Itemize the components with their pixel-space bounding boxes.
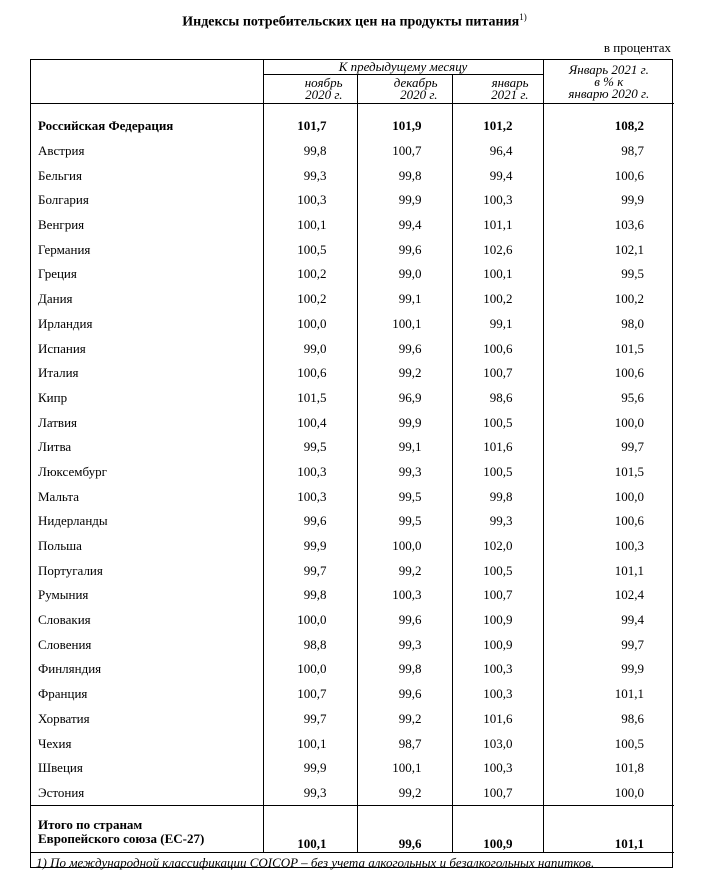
value-dec-2020: 99,3 [357, 632, 452, 657]
value-yoy: 100,2 [543, 287, 674, 312]
country-name: Швеция [38, 760, 83, 776]
value-yoy: 101,5 [543, 336, 674, 361]
value-jan-2021: 103,0 [452, 731, 543, 756]
value-dec-2020: 101,9 [357, 114, 452, 139]
country-name: Российская Федерация [38, 118, 174, 134]
value-nov-2020: 99,3 [263, 163, 357, 188]
table-row [31, 287, 674, 312]
value-nov-2020: 99,0 [263, 336, 357, 361]
value-jan-2021: 101,2 [452, 114, 543, 139]
value-jan-2021: 99,1 [452, 312, 543, 337]
value-nov-2020: 99,9 [263, 534, 357, 559]
header-country-blank [31, 60, 263, 104]
country-name: Польша [38, 538, 82, 554]
table-row [31, 460, 674, 485]
country-name: Финляндия [38, 661, 102, 677]
value-nov-2020: 99,9 [263, 756, 357, 781]
value-yoy: 99,5 [543, 262, 674, 287]
country-name: Франция [38, 686, 88, 702]
table-row [31, 756, 674, 781]
value-yoy: 100,6 [543, 163, 674, 188]
value-yoy: 95,6 [543, 386, 674, 411]
table-row [31, 632, 674, 657]
table-row [31, 534, 674, 559]
title-text: Индексы потребительских цен на продукты питания [182, 14, 520, 30]
table-row [31, 213, 674, 238]
value-nov-2020: 100,1 [263, 731, 357, 756]
value-dec-2020: 99,6 [357, 237, 452, 262]
country-name: Нидерланды [38, 513, 108, 529]
value-jan-2021: 102,0 [452, 534, 543, 559]
value-jan-2021: 100,7 [452, 361, 543, 386]
price-index-table-frame [30, 59, 673, 868]
value-nov-2020: 99,3 [263, 781, 357, 806]
value-yoy: 99,4 [543, 608, 674, 633]
header-col4-line3: январю 2020 г. [568, 85, 650, 101]
value-dec-2020: 100,0 [357, 534, 452, 559]
value-jan-2021: 100,5 [452, 460, 543, 485]
header-col1-line1: ноябрь [304, 75, 343, 90]
value-jan-2021: 100,3 [452, 756, 543, 781]
header-nov-2020 [263, 75, 357, 104]
country-name: Дания [38, 291, 73, 307]
value-yoy: 100,0 [543, 410, 674, 435]
value-jan-2021: 96,4 [452, 139, 543, 164]
value-nov-2020: 99,5 [263, 435, 357, 460]
total-eu-jan: 100,9 [452, 806, 543, 853]
value-jan-2021: 101,1 [452, 213, 543, 238]
value-jan-2021: 100,5 [452, 410, 543, 435]
value-nov-2020: 100,3 [263, 188, 357, 213]
country-name: Латвия [38, 414, 78, 430]
country-name: Румыния [38, 587, 89, 603]
total-eu-name-line2: Европейского союза (ЕС-27) [38, 831, 205, 847]
country-name: Эстония [38, 784, 85, 800]
value-nov-2020: 99,6 [263, 509, 357, 534]
country-name: Хорватия [38, 710, 90, 726]
value-dec-2020: 99,6 [357, 336, 452, 361]
value-nov-2020: 99,8 [263, 583, 357, 608]
value-dec-2020: 99,9 [357, 188, 452, 213]
header-col4-line2: в % к [594, 73, 624, 89]
value-yoy: 100,5 [543, 731, 674, 756]
value-dec-2020: 99,1 [357, 287, 452, 312]
value-yoy: 101,5 [543, 460, 674, 485]
country-name: Венгрия [38, 217, 85, 233]
value-dec-2020: 99,0 [357, 262, 452, 287]
value-jan-2021: 99,4 [452, 163, 543, 188]
table-body [31, 104, 674, 806]
value-yoy: 103,6 [543, 213, 674, 238]
country-name: Бельгия [38, 167, 82, 183]
country-name: Люксембург [38, 463, 107, 479]
table-row [31, 188, 674, 213]
value-dec-2020: 100,3 [357, 583, 452, 608]
value-dec-2020: 99,2 [357, 361, 452, 386]
value-nov-2020: 100,0 [263, 312, 357, 337]
table-row [31, 682, 674, 707]
country-name: Словения [38, 636, 92, 652]
value-nov-2020: 100,7 [263, 682, 357, 707]
table-row [31, 583, 674, 608]
value-yoy: 101,1 [543, 682, 674, 707]
table-row [31, 608, 674, 633]
value-dec-2020: 99,4 [357, 213, 452, 238]
value-nov-2020: 101,7 [263, 114, 357, 139]
country-name: Болгария [38, 192, 89, 208]
value-jan-2021: 101,6 [452, 435, 543, 460]
country-name: Греция [38, 266, 77, 282]
value-yoy: 98,0 [543, 312, 674, 337]
table-row [31, 361, 674, 386]
country-name: Литва [38, 439, 72, 455]
value-dec-2020: 99,8 [357, 657, 452, 682]
value-jan-2021: 100,7 [452, 781, 543, 806]
table-row [31, 114, 674, 139]
header-separator-row [31, 104, 674, 115]
value-nov-2020: 100,3 [263, 484, 357, 509]
value-yoy: 99,7 [543, 435, 674, 460]
value-dec-2020: 99,2 [357, 707, 452, 732]
value-dec-2020: 96,9 [357, 386, 452, 411]
value-dec-2020: 99,6 [357, 608, 452, 633]
country-name: Италия [38, 365, 79, 381]
value-dec-2020: 99,2 [357, 558, 452, 583]
value-yoy: 108,2 [543, 114, 674, 139]
value-yoy: 99,9 [543, 188, 674, 213]
value-yoy: 98,7 [543, 139, 674, 164]
total-eu-name [31, 806, 263, 853]
footnote: 1) По международной классификации COICOP – без учета алкогольных и безалкогольных напитков. [31, 853, 674, 873]
value-nov-2020: 100,4 [263, 410, 357, 435]
table-row [31, 336, 674, 361]
value-jan-2021: 99,3 [452, 509, 543, 534]
header-dec-2020 [357, 75, 452, 104]
header-jan-2021 [452, 75, 543, 104]
total-eu-name-line1: Итого по странам [38, 817, 143, 833]
header-col2-line2: 2020 г. [400, 87, 438, 102]
footnote-row [31, 853, 674, 873]
table-title [0, 12, 709, 31]
value-nov-2020: 100,2 [263, 287, 357, 312]
value-dec-2020: 99,8 [357, 163, 452, 188]
country-name: Мальта [38, 488, 79, 504]
value-dec-2020: 100,1 [357, 312, 452, 337]
value-yoy: 102,1 [543, 237, 674, 262]
value-nov-2020: 100,6 [263, 361, 357, 386]
value-nov-2020: 100,2 [263, 262, 357, 287]
value-dec-2020: 100,1 [357, 756, 452, 781]
table-row [31, 435, 674, 460]
value-yoy: 98,6 [543, 707, 674, 732]
country-name: Словакия [38, 612, 91, 628]
value-jan-2021: 101,6 [452, 707, 543, 732]
table-row [31, 484, 674, 509]
total-eu-dec: 99,6 [357, 806, 452, 853]
value-jan-2021: 100,5 [452, 558, 543, 583]
total-eu-row [31, 806, 674, 853]
value-yoy: 100,6 [543, 361, 674, 386]
value-dec-2020: 99,9 [357, 410, 452, 435]
value-nov-2020: 100,0 [263, 657, 357, 682]
value-dec-2020: 99,2 [357, 781, 452, 806]
value-yoy: 100,0 [543, 484, 674, 509]
table-row [31, 410, 674, 435]
value-nov-2020: 100,3 [263, 460, 357, 485]
value-jan-2021: 100,7 [452, 583, 543, 608]
table-row [31, 312, 674, 337]
value-jan-2021: 100,9 [452, 608, 543, 633]
value-jan-2021: 100,3 [452, 188, 543, 213]
value-nov-2020: 99,7 [263, 558, 357, 583]
title-footnote-mark: 1) [519, 12, 527, 22]
value-dec-2020: 99,6 [357, 682, 452, 707]
table-row [31, 657, 674, 682]
price-index-table [31, 60, 674, 872]
table-row [31, 509, 674, 534]
country-name: Ирландия [38, 315, 93, 331]
value-jan-2021: 99,8 [452, 484, 543, 509]
table-row [31, 237, 674, 262]
header-group-previous-month: К предыдущему месяцу [263, 60, 543, 75]
country-name: Австрия [38, 143, 85, 159]
country-name: Германия [38, 241, 91, 257]
header-year-over-year [543, 60, 674, 104]
header-col2-line1: декабрь [393, 75, 438, 90]
value-yoy: 100,0 [543, 781, 674, 806]
value-nov-2020: 100,5 [263, 237, 357, 262]
value-yoy: 99,7 [543, 632, 674, 657]
value-dec-2020: 100,7 [357, 139, 452, 164]
table-row [31, 386, 674, 411]
value-yoy: 100,3 [543, 534, 674, 559]
value-dec-2020: 99,3 [357, 460, 452, 485]
table-row [31, 781, 674, 806]
value-nov-2020: 99,8 [263, 139, 357, 164]
table-row [31, 731, 674, 756]
value-yoy: 100,6 [543, 509, 674, 534]
table-row [31, 139, 674, 164]
header-col3-line1: январь [491, 75, 529, 90]
value-jan-2021: 98,6 [452, 386, 543, 411]
value-jan-2021: 100,2 [452, 287, 543, 312]
country-name: Чехия [38, 735, 72, 751]
value-dec-2020: 99,1 [357, 435, 452, 460]
value-nov-2020: 101,5 [263, 386, 357, 411]
table-row [31, 558, 674, 583]
value-yoy: 99,9 [543, 657, 674, 682]
value-dec-2020: 98,7 [357, 731, 452, 756]
value-yoy: 101,1 [543, 558, 674, 583]
header-col4-line1: Январь 2021 г. [568, 61, 649, 77]
units-label: в процентах [603, 40, 671, 55]
value-yoy: 101,8 [543, 756, 674, 781]
value-jan-2021: 100,1 [452, 262, 543, 287]
total-eu-yoy: 101,1 [543, 806, 674, 853]
value-nov-2020: 100,1 [263, 213, 357, 238]
value-jan-2021: 100,6 [452, 336, 543, 361]
table-row [31, 707, 674, 732]
value-nov-2020: 98,8 [263, 632, 357, 657]
value-jan-2021: 100,9 [452, 632, 543, 657]
value-jan-2021: 100,3 [452, 682, 543, 707]
value-nov-2020: 100,0 [263, 608, 357, 633]
country-name: Португалия [38, 562, 103, 578]
table-row [31, 262, 674, 287]
header-col1-line2: 2020 г. [305, 87, 343, 102]
value-dec-2020: 99,5 [357, 484, 452, 509]
country-name: Испания [38, 340, 86, 356]
value-jan-2021: 102,6 [452, 237, 543, 262]
table-row [31, 163, 674, 188]
total-eu-nov: 100,1 [263, 806, 357, 853]
value-nov-2020: 99,7 [263, 707, 357, 732]
value-yoy: 102,4 [543, 583, 674, 608]
value-jan-2021: 100,3 [452, 657, 543, 682]
value-dec-2020: 99,5 [357, 509, 452, 534]
country-name: Кипр [38, 389, 68, 405]
header-col3-line2: 2021 г. [491, 87, 529, 102]
